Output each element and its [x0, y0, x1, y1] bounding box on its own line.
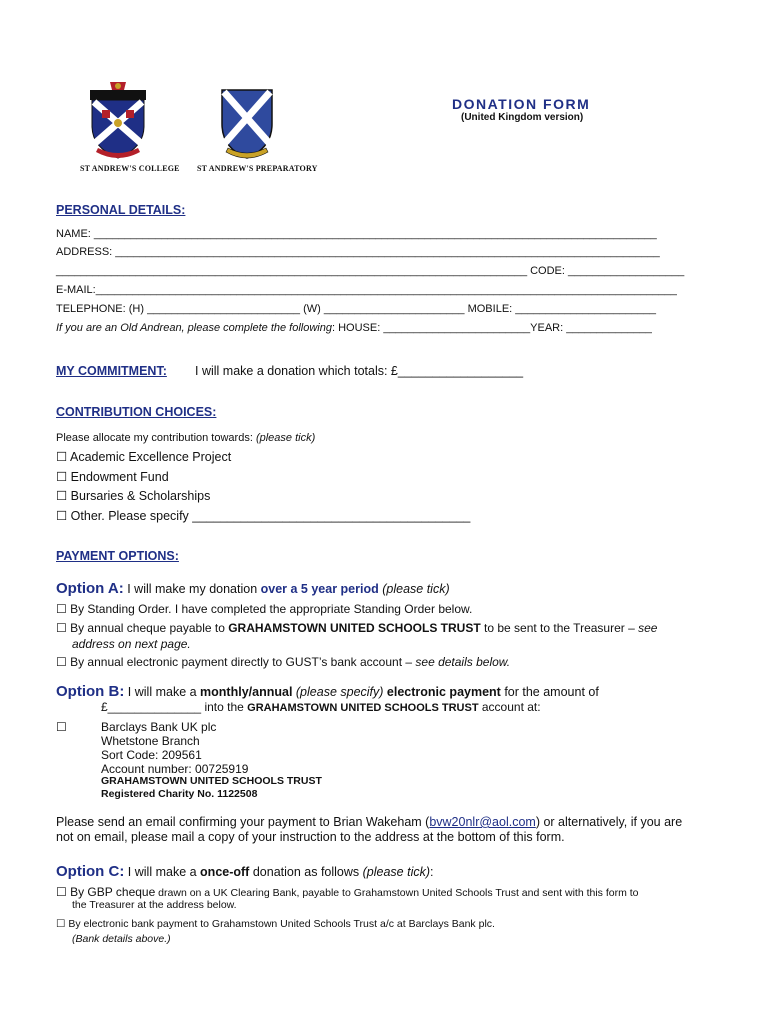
contribution-heading: CONTRIBUTION CHOICES: — [56, 405, 217, 419]
house-year-blanks: : HOUSE: ________________________YEAR: ______________ — [331, 322, 652, 334]
commitment-amount-field[interactable]: I will make a donation which totals: £__________________ — [195, 364, 524, 378]
college-crest — [88, 82, 148, 164]
option-a-electronic[interactable] — [56, 655, 510, 669]
option-b-line — [56, 683, 599, 700]
personal-details-heading: PERSONAL DETAILS: — [56, 203, 186, 217]
option-b-account-at: account at: — [478, 700, 541, 714]
contribution-intro-text: Please allocate my contribution towards: — [56, 432, 256, 444]
option-b-label: Option B: — [56, 683, 125, 700]
account-number: Account number: 00725919 — [101, 762, 249, 776]
please-tick-note: (please tick) — [255, 432, 316, 444]
option-b-checkbox[interactable]: ☐ — [56, 720, 67, 734]
option-c-line — [56, 863, 434, 880]
option-b-frequency: monthly/annual — [200, 685, 293, 699]
choice-bursaries[interactable]: ☐ Bursaries & Scholarships — [56, 489, 211, 503]
old-andrean-field[interactable] — [56, 322, 652, 334]
sort-code: Sort Code: 209561 — [101, 748, 202, 762]
option-b-amount-line[interactable] — [101, 700, 541, 714]
electronic-see-details: see details below. — [415, 655, 511, 669]
bank-name: Barclays Bank UK plc — [101, 720, 217, 734]
address-field[interactable]: ADDRESS: _________________________________________________________________________________________ — [56, 246, 660, 258]
option-c-gbp-cheque[interactable] — [56, 885, 639, 899]
email-note-line2: not on email, please mail a copy of your instruction to the address at the bottom of this form. — [56, 830, 565, 844]
page-subtitle: (United Kingdom version) — [461, 112, 584, 123]
bank-branch: Whetstone Branch — [101, 734, 200, 748]
cheque-text-a: ☐ By annual cheque payable to — [56, 621, 229, 635]
electronic-text: ☐ By annual electronic payment directly to GUST’s bank account – — [56, 655, 416, 669]
commitment-heading: MY COMMITMENT: — [56, 364, 167, 378]
option-b-text5: for the amount of — [500, 685, 599, 699]
option-c-gbp-cheque-continued: the Treasurer at the address below. — [72, 899, 237, 911]
option-c-label: Option C: — [56, 863, 125, 880]
option-a-text: I will make my donation — [123, 582, 261, 596]
address-code-field[interactable]: _____________________________________________________________________________ CODE: ___________________ — [56, 265, 685, 277]
option-a-tick-note: (please tick) — [378, 582, 450, 596]
prep-name: ST ANDREW'S PREPARATORY — [197, 164, 318, 173]
name-field[interactable]: NAME: ____________________________________________________________________________________________ — [56, 228, 657, 240]
option-a-annual-cheque[interactable] — [56, 621, 657, 635]
cheque-trust-name: GRAHAMSTOWN UNITED SCHOOLS TRUST — [228, 621, 481, 635]
contact-email-link[interactable]: bvw20nlr@aol.com — [429, 815, 536, 829]
option-c-text3: donation as follows — [249, 865, 363, 879]
choice-other[interactable]: ☐ Other. Please specify ________________________________________ — [56, 509, 471, 523]
option-c-electronic[interactable]: ☐ By electronic bank payment to Grahamstown United Schools Trust a/c at Barclays Bank plc. — [56, 918, 495, 930]
email-note-line1 — [56, 815, 682, 829]
cheque-see: see — [638, 621, 658, 635]
option-b-text1: I will make a — [124, 685, 201, 699]
email-note-text-a: Please send an email confirming your payment to Brian Wakeham ( — [56, 815, 430, 829]
payment-options-heading: PAYMENT OPTIONS: — [56, 549, 179, 563]
contribution-intro — [56, 432, 315, 444]
option-c-tick-note: (please tick) — [362, 865, 431, 879]
option-b-trust-name: GRAHAMSTOWN UNITED SCHOOLS TRUST — [247, 702, 479, 714]
option-c-bank-details-note: (Bank details above.) — [72, 933, 171, 945]
email-note-text-b: ) or alternatively, if you are — [535, 815, 683, 829]
option-b-payment-type: electronic payment — [386, 685, 501, 699]
college-name: ST ANDREW'S COLLEGE — [80, 164, 180, 173]
option-a-cheque-continued: address on next page. — [72, 637, 191, 651]
option-c-text1: I will make a — [124, 865, 201, 879]
page-title: DONATION FORM — [452, 96, 591, 112]
option-c-once-off: once-off — [200, 865, 250, 879]
option-a-period: over a 5 year period — [260, 582, 379, 596]
option-c-colon: : — [430, 865, 434, 879]
option-a-line — [56, 580, 450, 597]
choice-endowment-fund[interactable]: ☐ Endowment Fund — [56, 470, 169, 484]
option-b-specify: (please specify) — [292, 685, 387, 699]
gbp-cheque-label: ☐ By GBP cheque — [56, 885, 156, 899]
telephone-field[interactable]: TELEPHONE: (H) _________________________ (W) _______________________ MOBILE: _______________________ — [56, 303, 656, 315]
email-field[interactable]: E-MAIL:_______________________________________________________________________________________________ — [56, 284, 677, 296]
option-b-amount-blank: £______________ into the — [101, 700, 248, 714]
prep-crest — [218, 84, 276, 164]
charity-number: Registered Charity No. 1122508 — [101, 788, 258, 800]
gbp-cheque-details: drawn on a UK Clearing Bank, payable to Grahamstown United Schools Trust and sent with this form to — [155, 887, 639, 899]
old-andrean-prompt: If you are an Old Andrean, please complete the following — [56, 322, 332, 334]
choice-academic-excellence[interactable]: ☐ Academic Excellence Project — [56, 450, 232, 464]
cheque-text-b: to be sent to the Treasurer – — [480, 621, 639, 635]
trust-name: GRAHAMSTOWN UNITED SCHOOLS TRUST — [101, 775, 322, 787]
option-a-standing-order[interactable]: ☐ By Standing Order. I have completed the appropriate Standing Order below. — [56, 602, 473, 616]
option-a-label: Option A: — [56, 580, 124, 597]
